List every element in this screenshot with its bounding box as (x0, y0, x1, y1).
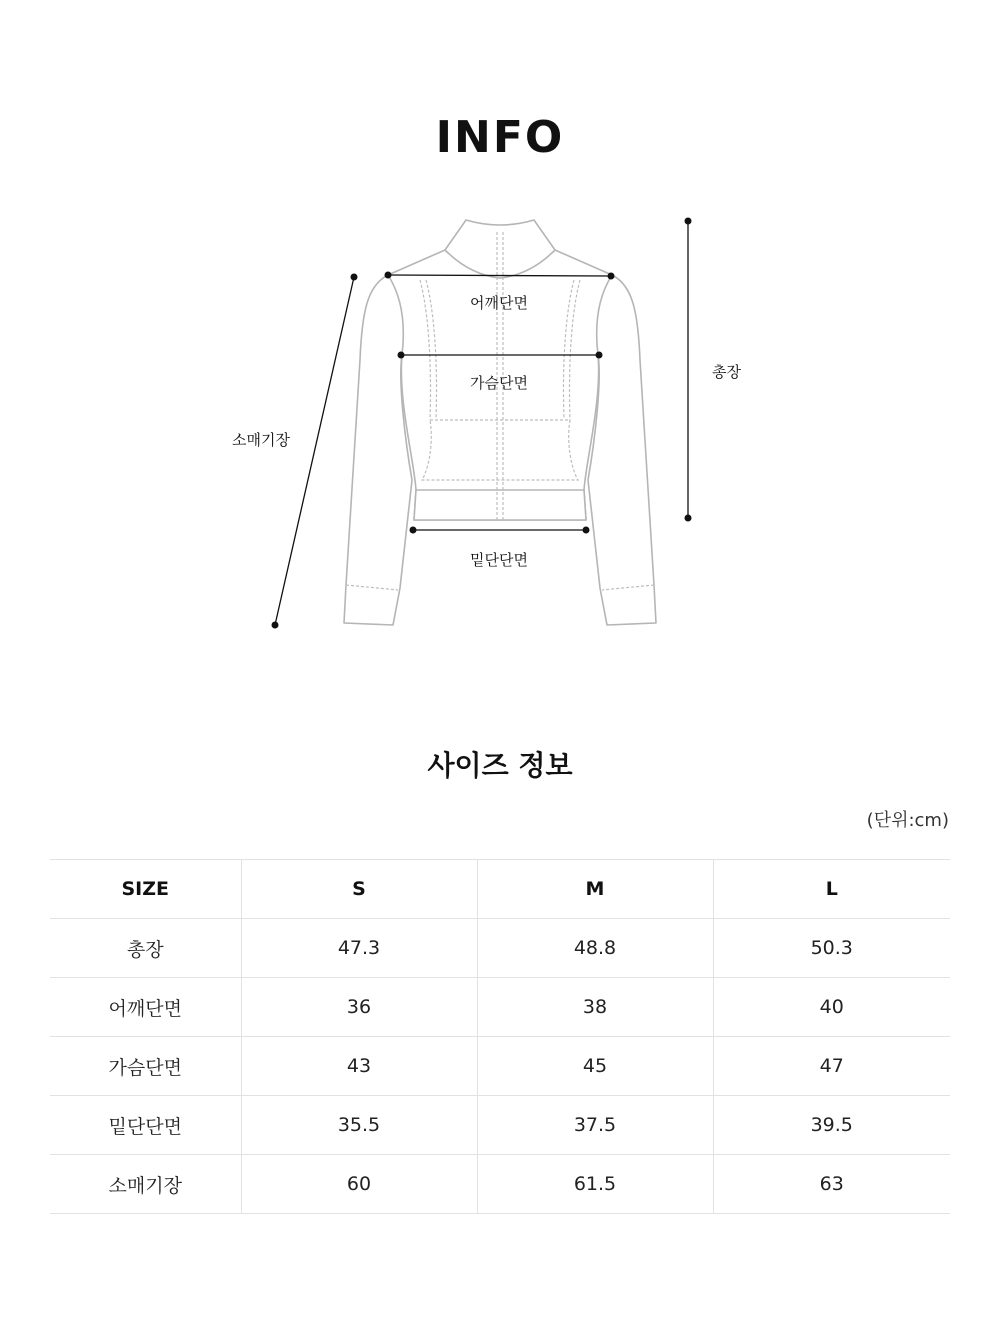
jacket-diagram (0, 200, 1000, 650)
row-label-cell: 총장 (50, 919, 241, 978)
table-cell: 60 (241, 1155, 477, 1214)
right-sleeve (588, 275, 656, 625)
left-sleeve (344, 275, 412, 625)
table-cell: 39.5 (713, 1096, 950, 1155)
unit-label: (단위:cm) (866, 810, 949, 831)
total-length-label: 총장 (712, 363, 741, 381)
table-row (50, 1155, 950, 1214)
table-cell: 50.3 (713, 919, 950, 978)
table-cell: 38 (477, 978, 713, 1037)
table-cell: 63 (713, 1155, 950, 1214)
table-cell: 37.5 (477, 1096, 713, 1155)
hem-band (414, 490, 586, 520)
table-cell: 48.8 (477, 919, 713, 978)
header-cell: L (713, 860, 950, 919)
table-row (50, 978, 950, 1037)
size-section-title: 사이즈 정보 (427, 749, 573, 782)
row-label-cell: 소매기장 (50, 1155, 241, 1214)
table-cell: 43 (241, 1037, 477, 1096)
row-label-cell: 가슴단면 (50, 1037, 241, 1096)
table-row (50, 1096, 950, 1155)
table-header-row (50, 860, 950, 919)
table-cell: 40 (713, 978, 950, 1037)
page-title: INFO (435, 112, 565, 163)
table-cell: 61.5 (477, 1155, 713, 1214)
chest-label: 가슴단면 (470, 374, 528, 392)
table-cell: 35.5 (241, 1096, 477, 1155)
row-label-cell: 밑단단면 (50, 1096, 241, 1155)
table-cell: 45 (477, 1037, 713, 1096)
jacket-illustration (0, 200, 1000, 650)
table-row (50, 1037, 950, 1096)
size-table (50, 859, 950, 1214)
header-cell: SIZE (50, 860, 241, 919)
shoulder-label: 어깨단면 (470, 294, 528, 312)
table-row (50, 919, 950, 978)
table-cell: 36 (241, 978, 477, 1037)
header-cell: M (477, 860, 713, 919)
header-cell: S (241, 860, 477, 919)
hem-label: 밑단단면 (470, 551, 528, 569)
row-label-cell: 어깨단면 (50, 978, 241, 1037)
table-cell: 47.3 (241, 919, 477, 978)
sleeve-label: 소매기장 (232, 431, 290, 449)
table-cell: 47 (713, 1037, 950, 1096)
